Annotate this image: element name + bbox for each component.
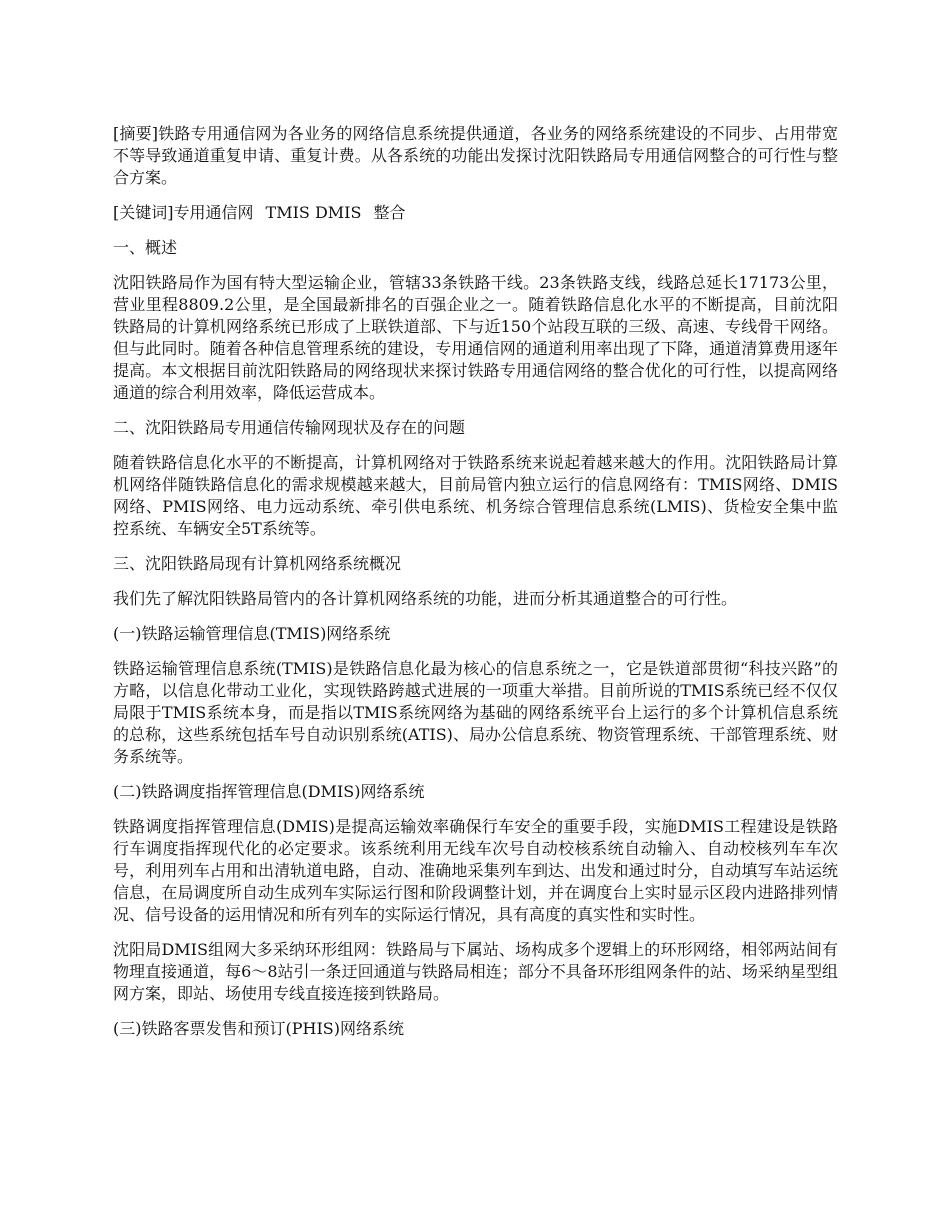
keywords-line [113, 202, 838, 224]
body-paragraph: 铁路调度指挥管理信息(DMIS)是提高运输效率确保行车安全的重要手段，实施DMIS工程建设是铁路行车调度指挥现代化的必定要求。该系统利用无线车次号自动校核系统自动输入、自动校核列车车次号，利用列车占用和出清轨道电路，自动、准确地采集列车到达、出发和通过时分，自动填写车站运统信息，在局调度所自动生成列车实际运行图和阶段调整计划，并在调度台上实时显示区段内进路排列情况、信号设备的运用情况和所有列车的实际运行情况，具有高度的真实性和实时性。 [113, 817, 838, 924]
section-heading: 二、沈阳铁路局专用通信传输网现状及存在的问题 [113, 418, 466, 437]
abstract-paragraph: [摘要]铁路专用通信网为各业务的网络信息系统提供通道，各业务的网络系统建设的不同步、占用带宽不等导致通道重复申请、重复计费。从各系统的功能出发探讨沈阳铁路局专用通信网整合的可行性与整合方案。 [113, 124, 838, 187]
keyword-term: 专用通信网 [173, 203, 254, 222]
keyword-term: 整合 [373, 203, 406, 222]
subsection-heading: (一)铁路运输管理信息(TMIS)网络系统 [113, 624, 391, 643]
body-paragraph: 沈阳铁路局作为国有特大型运输企业，管辖33条铁路干线。23条铁路支线，线路总延长17173公里，营业里程8809.2公里，是全国最新排名的百强企业之一。随着铁路信息化水平的不断提高，目前沈阳铁路局的计算机网络系统已形成了上联铁道部、下与近150个站段互联的三级、高速、专线骨干网络。但与此同时。随着各种信息管理系统的建设，专用通信网的通道利用率出现了下降，通道清算费用逐年提高。本文根据目前沈阳铁路局的网络现状来探讨铁路专用通信网络的整合优化的可行性，以提高网络通道的综合利用效率，降低运营成本。 [113, 273, 838, 402]
section-heading: 一、概述 [113, 238, 178, 257]
subsection-heading: (二)铁路调度指挥管理信息(DMIS)网络系统 [113, 782, 425, 801]
body-paragraph: 沈阳局DMIS组网大多采纳环形组网：铁路局与下属站、场构成多个逻辑上的环形网络，相邻两站间有物理直接通道，每6～8站引一条迂回通道与铁路局相连；部分不具备环形组网条件的站、场采纳星型组网方案，即站、场使用专线直接连接到铁路局。 [113, 940, 838, 1003]
keyword-term: TMIS DMIS [265, 203, 362, 222]
body-paragraph: 我们先了解沈阳铁路局管内的各计算机网络系统的功能，进而分析其通道整合的可行性。 [113, 589, 738, 608]
body-paragraph: 随着铁路信息化水平的不断提高，计算机网络对于铁路系统来说起着越来越大的作用。沈阳铁路局计算机网络伴随铁路信息化的需求规模越来越大，目前局管内独立运行的信息网络有：TMIS网络、DMIS网络、PMIS网络、电力远动系统、牵引供电系统、机务综合管理信息系统(LMIS)、货检安全集中监控系统、车辆安全5T系统等。 [113, 453, 838, 538]
keywords-label: [关键词] [113, 203, 174, 222]
document-page [113, 123, 838, 1053]
section-heading: 三、沈阳铁路局现有计算机网络系统概况 [113, 554, 402, 573]
subsection-heading: (三)铁路客票发售和预订(PHIS)网络系统 [113, 1019, 404, 1038]
body-paragraph: 铁路运输管理信息系统(TMIS)是铁路信息化最为核心的信息系统之一，它是铁道部贯彻“科技兴路”的方略，以信息化带动工业化，实现铁路跨越式进展的一项重大举措。目前所说的TMIS系统已经不仅仅局限于TMIS系统本身，而是指以TMIS系统网络为基础的网络系统平台上运行的多个计算机信息系统的总称，这些系统包括车号自动识别系统(ATIS)、局办公信息系统、物资管理系统、干部管理系统、财务系统等。 [113, 659, 838, 766]
